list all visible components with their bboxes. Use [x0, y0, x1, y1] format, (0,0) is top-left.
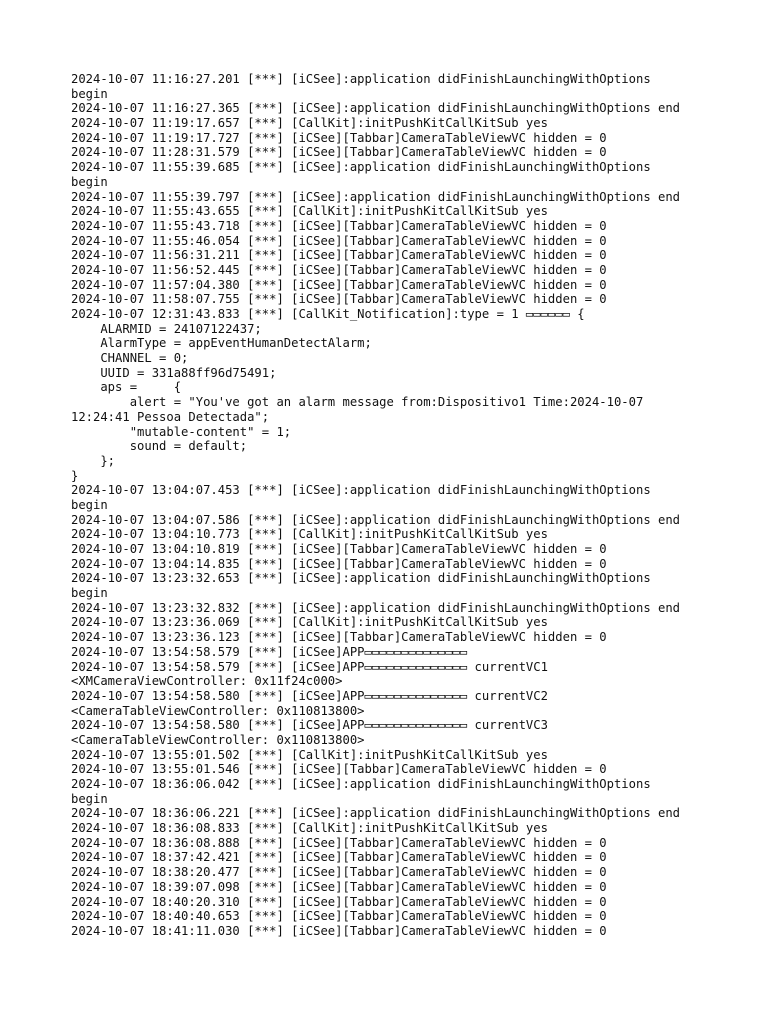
log-line: 2024-10-07 18:36:06.042 [***] [iCSee]:application didFinishLaunchingWithOptions [71, 777, 651, 791]
log-line: 2024-10-07 11:28:31.579 [***] [iCSee][Tabbar]CameraTableViewVC hidden = 0 [71, 145, 607, 160]
log-line: 2024-10-07 18:40:20.310 [***] [iCSee][Tabbar]CameraTableViewVC hidden = 0 [71, 894, 607, 909]
log-line: 2024-10-07 13:04:10.773 [***] [CallKit]:initPushKitCallKitSub yes [71, 527, 548, 542]
log-line: 2024-10-07 11:55:46.054 [***] [iCSee][Tabbar]CameraTableViewVC hidden = 0 [71, 233, 607, 248]
log-line: 2024-10-07 11:55:39.685 [***] [iCSee]:application didFinishLaunchingWithOptions [71, 160, 651, 175]
log-line: 2024-10-07 13:23:32.653 [***] [iCSee]:application didFinishLaunchingWithOptions [71, 571, 651, 586]
log-line: 2024-10-07 13:54:58.579 [***] [iCSee]APP▭▭▭▭▭▭▭▭▭▭▭▭▭▭ currentVC1 [71, 659, 548, 674]
log-line: 2024-10-07 11:55:39.797 [***] [iCSee]:application didFinishLaunchingWithOptions end [71, 189, 681, 204]
log-line: begin [71, 586, 108, 601]
log-line: 2024-10-07 18:40:40.653 [***] [iCSee][Tabbar]CameraTableViewVC hidden = 0 [71, 909, 607, 924]
log-line: alert = "You've got an alarm message from:Dispositivo1 Time:2024-10-07 [71, 395, 644, 410]
log-line: aps = { [71, 380, 182, 395]
log-line: 2024-10-07 18:36:08.888 [***] [iCSee][Tabbar]CameraTableViewVC hidden = 0 [71, 835, 607, 850]
log-line: 2024-10-07 13:23:32.832 [***] [iCSee]:application didFinishLaunchingWithOptions end [71, 600, 681, 615]
log-line: begin [71, 497, 108, 512]
log-line: 2024-10-07 11:57:04.380 [***] [iCSee][Tabbar]CameraTableViewVC hidden = 0 [71, 277, 607, 292]
log-line: 2024-10-07 13:55:01.546 [***] [iCSee][Tabbar]CameraTableViewVC hidden = 0 [71, 762, 607, 777]
log-line: 2024-10-07 18:38:20.477 [***] [iCSee][Tabbar]CameraTableViewVC hidden = 0 [71, 865, 607, 880]
log-line: 2024-10-07 11:58:07.755 [***] [iCSee][Tabbar]CameraTableViewVC hidden = 0 [71, 292, 607, 307]
log-line: 2024-10-07 11:56:52.445 [***] [iCSee][Tabbar]CameraTableViewVC hidden = 0 [71, 262, 607, 277]
log-line: } [71, 468, 79, 483]
log-line: 2024-10-07 18:37:42.421 [***] [iCSee][Tabbar]CameraTableViewVC hidden = 0 [71, 850, 607, 865]
log-line: 2024-10-07 18:41:11.030 [***] [iCSee][Tabbar]CameraTableViewVC hidden = 0 [71, 923, 607, 938]
log-line: <CameraTableViewController: 0x110813800> [71, 732, 365, 747]
log-line: 2024-10-07 13:04:14.835 [***] [iCSee][Tabbar]CameraTableViewVC hidden = 0 [71, 556, 607, 571]
log-line: 2024-10-07 11:16:27.201 [***] [iCSee]:application didFinishLaunchingWithOptions [71, 72, 651, 86]
log-line: "mutable-content" = 1; [71, 424, 292, 439]
log-line: }; [71, 453, 116, 468]
log-line: 2024-10-07 12:31:43.833 [***] [CallKit_Notification]:type = 1 ▭▭▭▭▭▭ { [71, 307, 585, 321]
log-line: 2024-10-07 11:56:31.211 [***] [iCSee][Tabbar]CameraTableViewVC hidden = 0 [71, 248, 607, 263]
log-line: CHANNEL = 0; [71, 351, 189, 366]
log-text-block [71, 72, 711, 939]
log-line: 2024-10-07 11:19:17.657 [***] [CallKit]:initPushKitCallKitSub yes [71, 116, 548, 131]
log-line: 2024-10-07 13:23:36.069 [***] [CallKit]:initPushKitCallKitSub yes [71, 615, 548, 630]
log-line: 2024-10-07 13:54:58.580 [***] [iCSee]APP▭▭▭▭▭▭▭▭▭▭▭▭▭▭ currentVC3 [71, 718, 548, 733]
log-line: 2024-10-07 18:39:07.098 [***] [iCSee][Tabbar]CameraTableViewVC hidden = 0 [71, 879, 607, 894]
log-line: 2024-10-07 11:55:43.718 [***] [iCSee][Tabbar]CameraTableViewVC hidden = 0 [71, 218, 607, 233]
log-line: 2024-10-07 13:04:10.819 [***] [iCSee][Tabbar]CameraTableViewVC hidden = 0 [71, 542, 607, 556]
log-line: 2024-10-07 18:36:08.833 [***] [CallKit]:initPushKitCallKitSub yes [71, 821, 548, 836]
log-line: begin [71, 86, 108, 101]
log-line: ALARMID = 24107122437; [71, 321, 262, 336]
log-line: UUID = 331a88ff96d75491; [71, 365, 277, 380]
log-line: sound = default; [71, 439, 248, 454]
log-line: 2024-10-07 18:36:06.221 [***] [iCSee]:application didFinishLaunchingWithOptions end [71, 806, 681, 821]
log-line: <XMCameraViewController: 0x11f24c000> [71, 674, 343, 689]
log-line: 2024-10-07 13:54:58.580 [***] [iCSee]APP▭▭▭▭▭▭▭▭▭▭▭▭▭▭ currentVC2 [71, 688, 548, 703]
log-line: 2024-10-07 11:16:27.365 [***] [iCSee]:application didFinishLaunchingWithOptions end [71, 101, 681, 116]
log-line: 12:24:41 Pessoa Detectada"; [71, 409, 270, 424]
log-line: <CameraTableViewController: 0x110813800> [71, 703, 365, 718]
log-line: 2024-10-07 13:54:58.579 [***] [iCSee]APP▭▭▭▭▭▭▭▭▭▭▭▭▭▭ [71, 644, 468, 659]
log-line: 2024-10-07 13:23:36.123 [***] [iCSee][Tabbar]CameraTableViewVC hidden = 0 [71, 630, 607, 645]
log-line: begin [71, 791, 108, 806]
log-line: 2024-10-07 13:04:07.453 [***] [iCSee]:application didFinishLaunchingWithOptions [71, 483, 651, 498]
log-line: 2024-10-07 11:19:17.727 [***] [iCSee][Tabbar]CameraTableViewVC hidden = 0 [71, 130, 607, 145]
log-line: begin [71, 174, 108, 189]
log-line: AlarmType = appEventHumanDetectAlarm; [71, 336, 372, 351]
log-line: 2024-10-07 13:04:07.586 [***] [iCSee]:application didFinishLaunchingWithOptions end [71, 512, 681, 527]
log-line: 2024-10-07 11:55:43.655 [***] [CallKit]:initPushKitCallKitSub yes [71, 204, 548, 219]
log-line: 2024-10-07 13:55:01.502 [***] [CallKit]:initPushKitCallKitSub yes [71, 747, 548, 762]
